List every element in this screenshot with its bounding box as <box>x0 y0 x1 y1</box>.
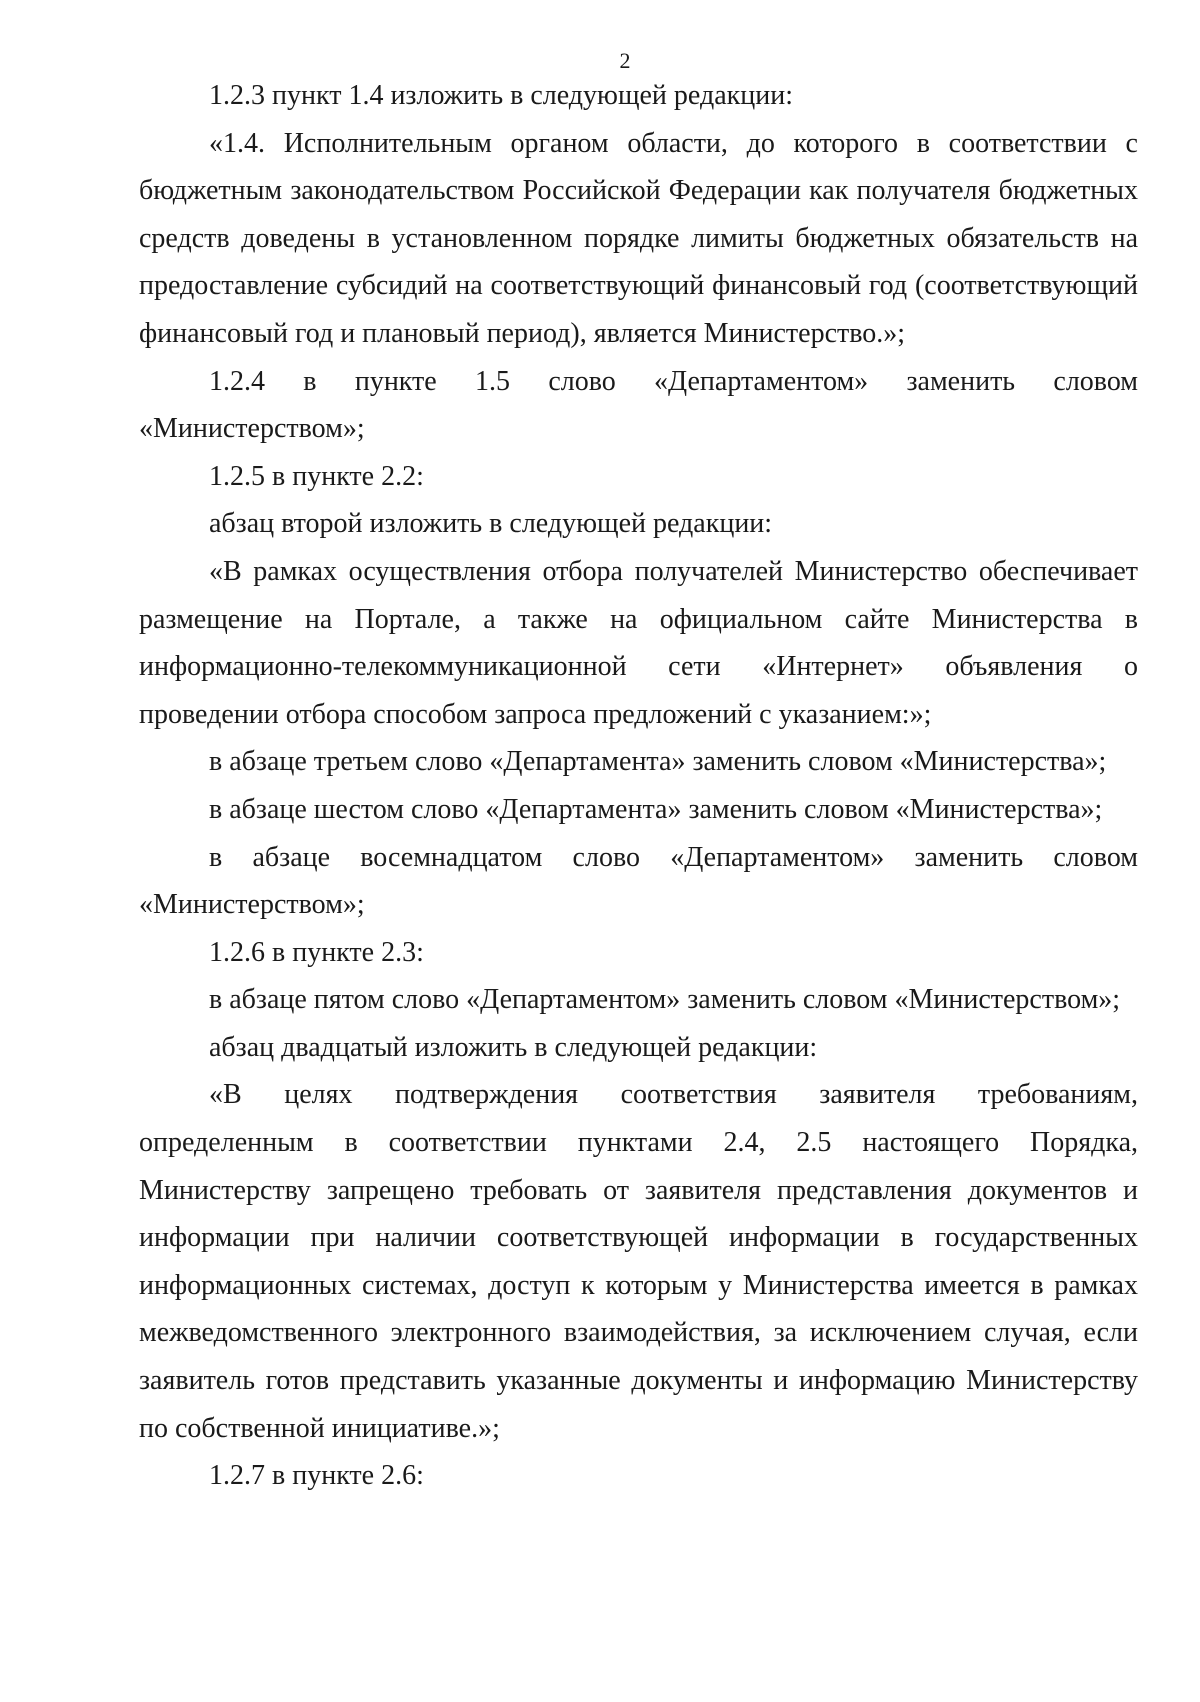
paragraph-1-2-3: 1.2.3 пункт 1.4 изложить в следующей редакции: <box>209 80 793 111</box>
paragraph-quote-1-4: «1.4. Исполнительным органом области, до которого в соответствии с бюджетным законодательством Российской Федерации как получателя бюджетных средств доведены в установленном порядке лимиты бюджетных обязательств на предоставление субсидий на соответствующий финансовый год (соответствующий финансовый год и плановый период), является Министерство.»; <box>139 127 1138 349</box>
paragraph-abzac-dvadcatyy: абзац двадцатый изложить в следующей редакции: <box>209 1031 818 1063</box>
paragraph-1-2-6: 1.2.6 в пункте 2.3: <box>209 936 424 968</box>
paragraph-abzac-tretiy: в абзаце третьем слово «Департамента» заменить словом «Министерства»; <box>209 746 1107 778</box>
page-number: 2 <box>619 48 631 73</box>
document-body <box>139 72 1138 1500</box>
paragraph-abzac-shestoy: в абзаце шестом слово «Департамента» заменить словом «Министерства»; <box>209 793 1103 825</box>
paragraph-1-2-4: 1.2.4 в пункте 1.5 слово «Департаментом» заменить словом «Министерством»; <box>139 365 1138 445</box>
paragraph-1-2-7: 1.2.7 в пункте 2.6: <box>209 1460 424 1492</box>
paragraph-quote-celi: «В целях подтверждения соответствия заявителя требованиям, определенным в соответствии пунктами 2.4, 2.5 настоящего Порядка, Министерству запрещено требовать от заявителя представления документов и информации при наличии соответствующей информации в государственных информационных системах, доступ к которым у Министерства имеется в рамках межведомственного электронного взаимодействия, за исключением случая, если заявитель готов представить указанные документы и информацию Министерству по собственной инициативе.»; <box>139 1079 1138 1444</box>
paragraph-abzac-vosemnadcatyy: в абзаце восемнадцатом слово «Департаментом» заменить словом «Министерством»; <box>139 841 1138 921</box>
paragraph-abzac-vtoroy: абзац второй изложить в следующей редакции: <box>209 508 773 540</box>
paragraph-quote-otbor: «В рамках осуществления отбора получателей Министерство обеспечивает размещение на Портале, а также на официальном сайте Министерства в информационно-телекоммуникационной сети «Интернет» объявления о проведении отбора способом запроса предложений с указанием:»; <box>139 555 1138 730</box>
paragraph-abzac-pyatyy: в абзаце пятом слово «Департаментом» заменить словом «Министерством»; <box>209 984 1121 1016</box>
paragraph-1-2-5: 1.2.5 в пункте 2.2: <box>209 460 424 492</box>
